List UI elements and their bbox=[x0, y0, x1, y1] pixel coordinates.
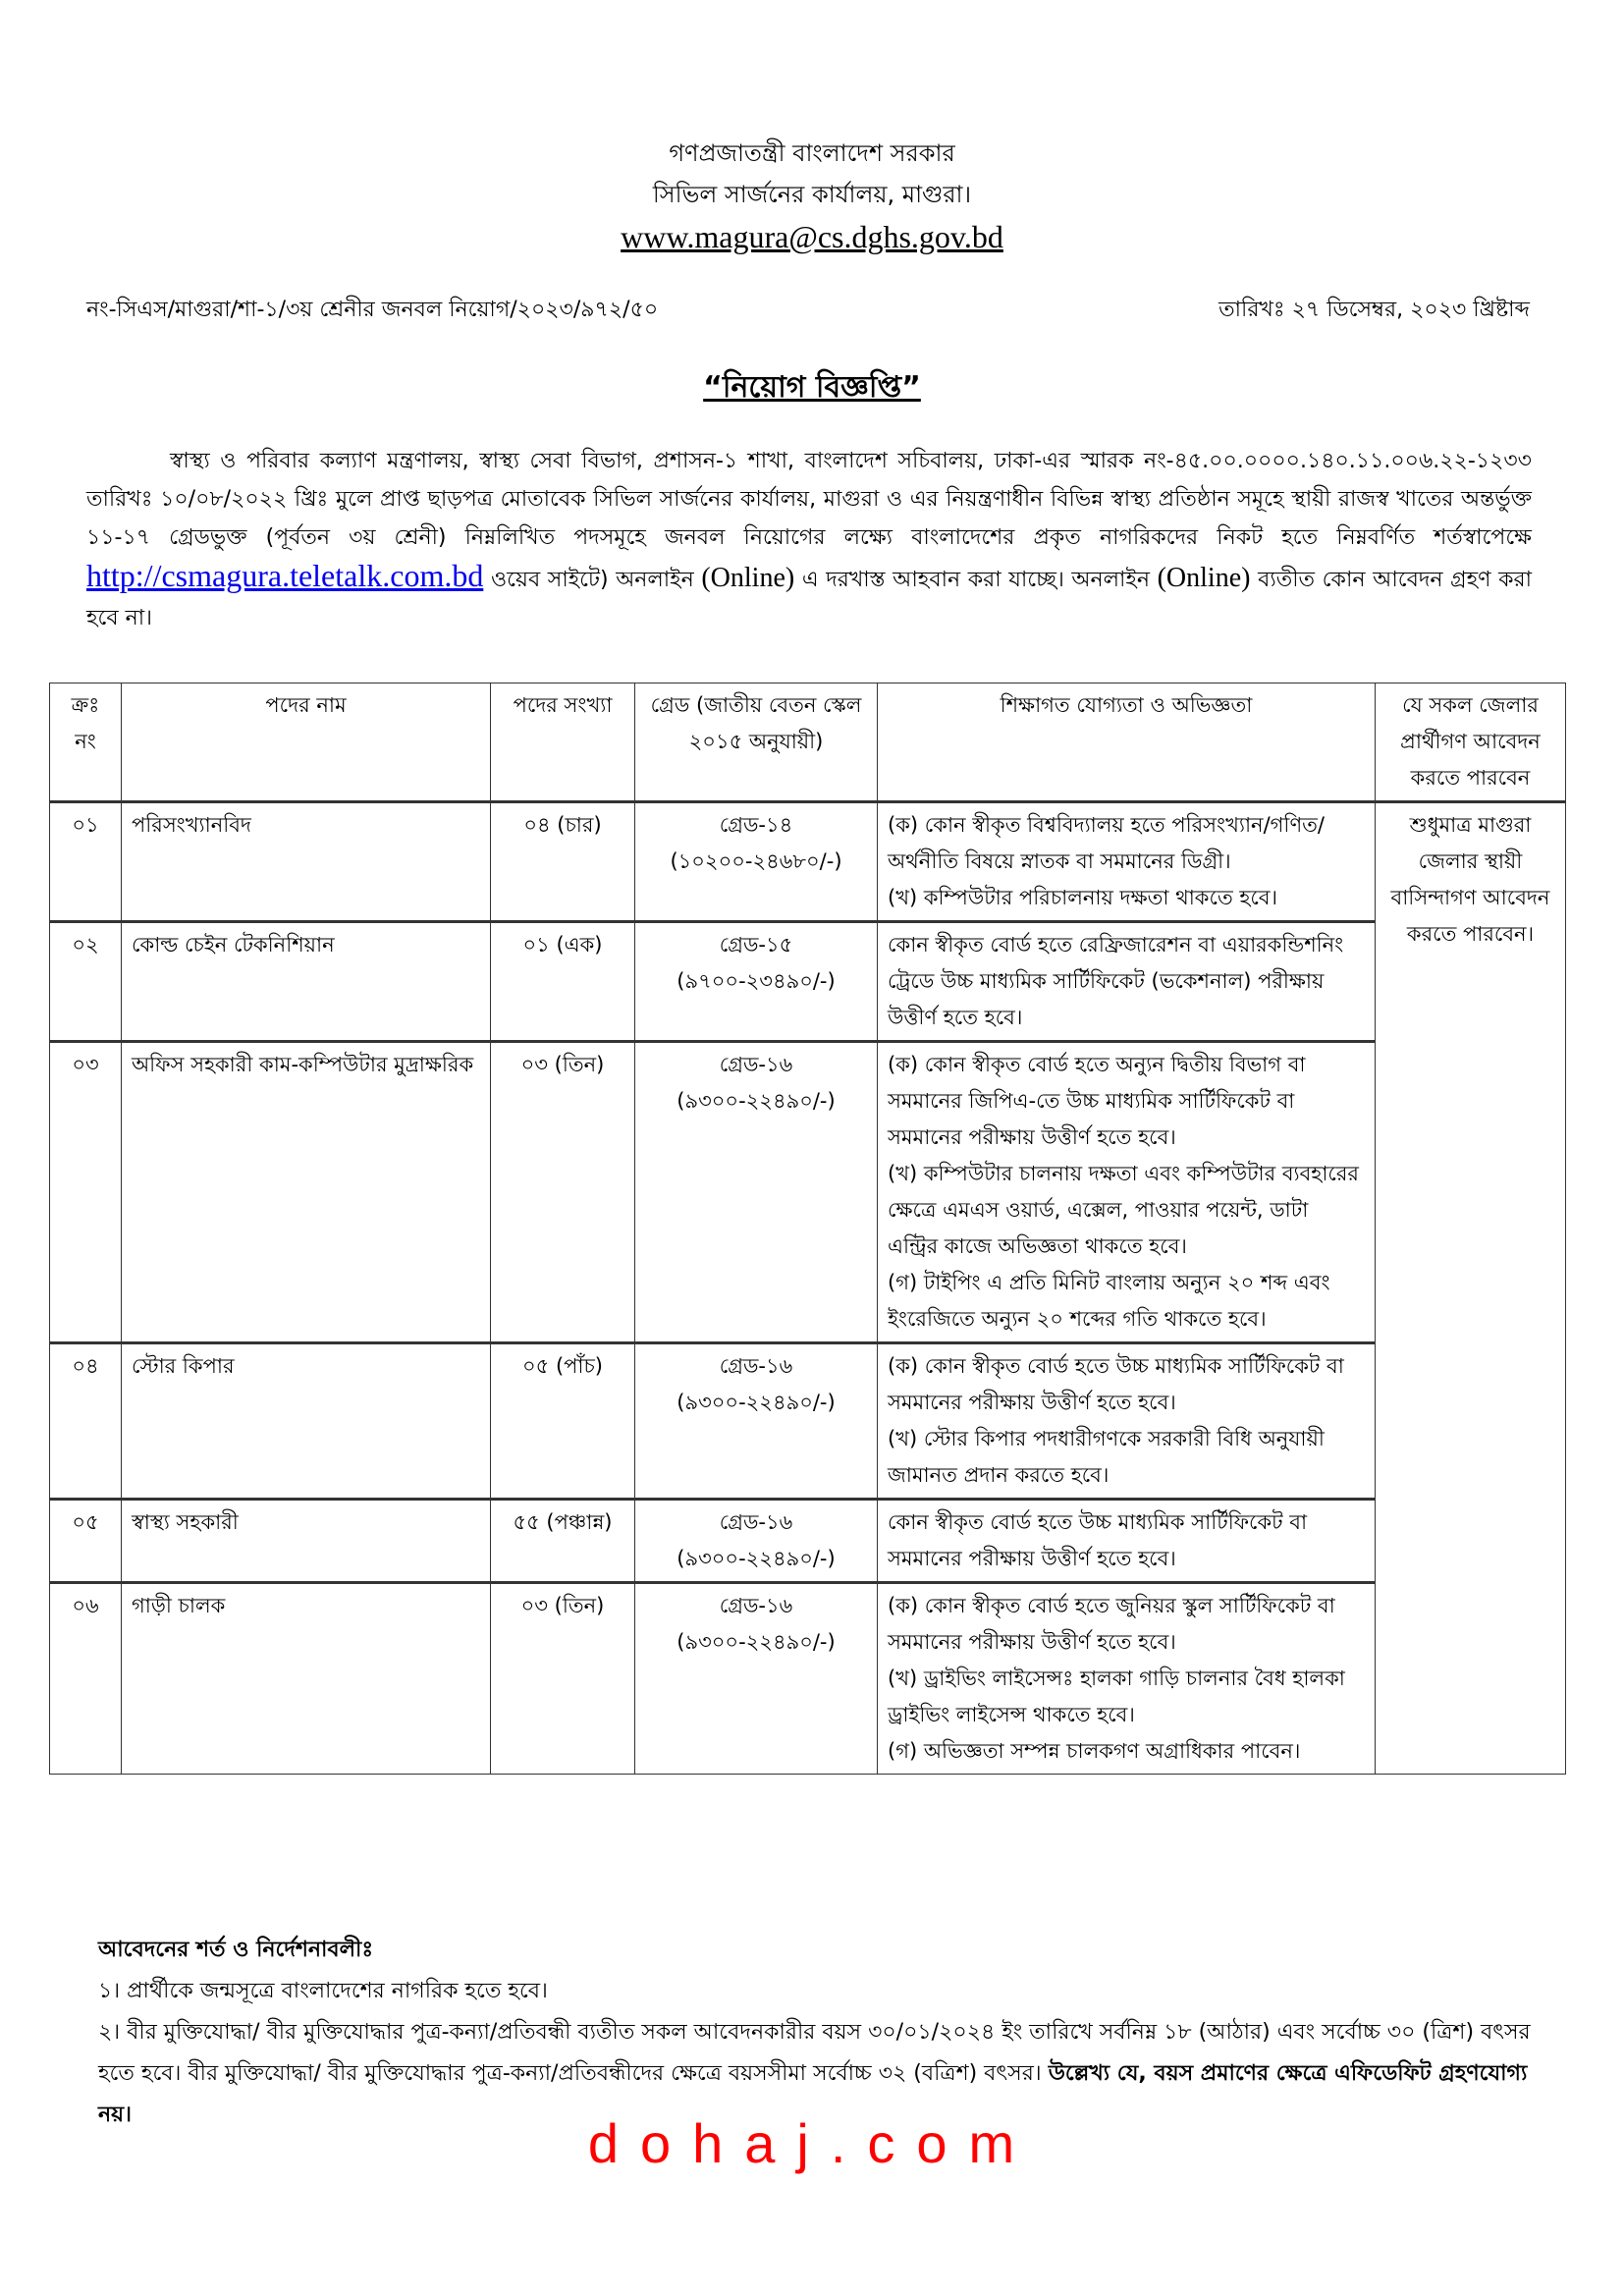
qualification-item: কোন স্বীকৃত বোর্ড হতে রেফ্রিজারেশন বা এয়ারকন্ডিশনিং ট্রেডে উচ্চ মাধ্যমিক সার্টিফিকেট (ভকেশনাল) পরীক্ষায় উত্তীর্ণ হতে হবে। bbox=[888, 933, 1344, 1029]
grade-cell bbox=[635, 1583, 878, 1775]
table-row bbox=[50, 1500, 1566, 1583]
table-row bbox=[50, 802, 1566, 922]
memo-number: নং-সিএস/মাগুরা/শা-১/৩য় শ্রেনীর জনবল নিয়োগ/২০২৩/৯৭২/৫০ bbox=[86, 298, 659, 322]
post-name-cell: গাড়ী চালক bbox=[122, 1583, 491, 1775]
eligible-districts-cell: শুধুমাত্র মাগুরা জেলার স্থায়ী বাসিন্দাগণ আবেদন করতে পারবেন। bbox=[1376, 802, 1566, 1775]
posts-table bbox=[49, 683, 1566, 1775]
pay-scale: (৯৩০০-২২৪৯০/-) bbox=[677, 1547, 836, 1570]
intro-paragraph: স্বাস্থ্য ও পরিবার কল্যাণ মন্ত্রণালয়, স্বাস্থ্য সেবা বিভাগ, প্রশাসন-১ শাখা, বাংলাদেশ সচিবালয়, ঢাকা-এর স্মারক নং-৪৫.০০.০০০০.১৪০.১১.০০৬.২২-১২৩৩ তারিখঃ ১০/০৮/২০২২ খ্রিঃ মুলে প্রাপ্ত ছাড়পত্র মোতাবেক সিভিল সার্জনের কার্যালয়, মাগুরা ও এর নিয়ন্ত্রণাধীন বিভিন্ন স্বাস্থ্য প্রতিষ্ঠান সমূহে স্থায়ী রাজস্ব খাতের অন্তর্ভুক্ত ১১-১৭ গ্রেডভুক্ত (পূর্বতন ৩য় শ্রেনী) নিম্নলিখিত পদসমূহে জনবল নিয়োগের লক্ষ্যে বাংলাদেশের প্রকৃত নাগরিকদের নিকট হতে নিম্নবর্ণিত শর্তস্বাপেক্ষে http://csmagura.teletalk.com.bd ওয়েব সাইটে) অনলাইন (Online) এ দরখাস্ত আহবান করা যাচ্ছে। অনলাইন (Online) ব্যতীত কোন আবেদন গ্রহণ করা হবে না। bbox=[86, 449, 1532, 630]
qualification-item: কোন স্বীকৃত বোর্ড হতে উচ্চ মাধ্যমিক সার্টিফিকেট বা সমমানের পরীক্ষায় উত্তীর্ণ হতে হবে। bbox=[888, 1510, 1308, 1570]
grade-label: গ্রেড-১৪ bbox=[719, 813, 793, 837]
pay-scale: (৯৭০০-২৩৪৯০/-) bbox=[677, 969, 836, 993]
government-name: গণপ্রজাতন্ত্রী বাংলাদেশ সরকার bbox=[669, 139, 955, 167]
conditions-heading: আবেদনের শর্ত ও নির্দেশনাবলীঃ bbox=[98, 1938, 374, 1962]
header-grade: গ্রেড (জাতীয় বেতন স্কেল ২০১৫ অনুযায়ী) bbox=[635, 683, 878, 802]
condition-item-1: ১। প্রার্থীকে জন্মসূত্রে বাংলাদেশের নাগরিক হতে হবে। bbox=[98, 1979, 548, 2003]
post-count-cell: ০৪ (চার) bbox=[491, 802, 635, 922]
serial-cell: ০১ bbox=[50, 802, 122, 922]
qualification-cell bbox=[878, 1583, 1376, 1775]
grade-cell bbox=[635, 1343, 878, 1500]
document-header bbox=[0, 133, 1624, 258]
application-conditions bbox=[98, 1930, 1532, 2136]
serial-cell: ০৬ bbox=[50, 1583, 122, 1775]
grade-label: গ্রেড-১৬ bbox=[719, 1053, 793, 1076]
serial-cell: ০২ bbox=[50, 922, 122, 1042]
serial-cell: ০৪ bbox=[50, 1343, 122, 1500]
post-name-cell: স্টোর কিপার bbox=[122, 1343, 491, 1500]
grade-cell bbox=[635, 1500, 878, 1583]
qualification-item: (খ) কম্পিউটার পরিচালনায় দক্ষতা থাকতে হবে। bbox=[888, 886, 1278, 909]
qualification-item: (ক) কোন স্বীকৃত বোর্ড হতে উচ্চ মাধ্যমিক সার্টিফিকেট বা সমমানের পরীক্ষায় উত্তীর্ণ হতে হবে। bbox=[888, 1354, 1344, 1414]
grade-label: গ্রেড-১৫ bbox=[719, 933, 793, 957]
qualification-item: (খ) ড্রাইভিং লাইসেন্সঃ হালকা গাড়ি চালনার বৈধ হালকা ড্রাইভিং লাইসেন্স থাকতে হবে। bbox=[888, 1667, 1345, 1726]
grade-label: গ্রেড-১৬ bbox=[719, 1510, 793, 1534]
post-count-cell: ৫৫ (পঞ্চান্ন) bbox=[491, 1500, 635, 1583]
qualification-item: (ক) কোন স্বীকৃত বোর্ড হতে অন্যুন দ্বিতীয় বিভাগ বা সমমানের জিপিএ-তে উচ্চ মাধ্যমিক সার্টিফিকেট বা সমমানের পরীক্ষায় উত্তীর্ণ হতে হবে। bbox=[888, 1053, 1306, 1149]
qualification-item: (খ) স্টোর কিপার পদধারীগণকে সরকারী বিধি অনুযায়ী জামানত প্রদান করতে হবে। bbox=[888, 1427, 1325, 1487]
pay-scale: (৯৩০০-২২৪৯০/-) bbox=[677, 1391, 836, 1414]
office-name: সিভিল সার্জনের কার্যালয়, মাগুরা। bbox=[652, 181, 972, 208]
grade-cell bbox=[635, 802, 878, 922]
header-post-count: পদের সংখ্যা bbox=[491, 683, 635, 802]
header-qualification: শিক্ষাগত যোগ্যতা ও অভিজ্ঞতা bbox=[878, 683, 1376, 802]
qualification-cell bbox=[878, 802, 1376, 922]
qualification-cell bbox=[878, 922, 1376, 1042]
notice-title: “নিয়োগ বিজ্ঞপ্তি” bbox=[703, 370, 921, 405]
post-name-cell: অফিস সহকারী কাম-কম্পিউটার মুদ্রাক্ষরিক bbox=[122, 1042, 491, 1343]
qualification-cell bbox=[878, 1343, 1376, 1500]
qualification-item: (ক) কোন স্বীকৃত বোর্ড হতে জুনিয়র স্কুল সার্টিফিকেট বা সমমানের পরীক্ষায় উত্তীর্ণ হতে হবে। bbox=[888, 1594, 1335, 1654]
grade-label: গ্রেড-১৬ bbox=[719, 1594, 793, 1617]
grade-cell bbox=[635, 922, 878, 1042]
qualification-item: (গ) টাইপিং এ প্রতি মিনিট বাংলায় অন্যুন ২০ শব্দ এবং ইংরেজিতে অন্যুন ২০ শব্দের গতি থাকতে হবে। bbox=[888, 1271, 1330, 1331]
post-count-cell: ০৩ (তিন) bbox=[491, 1042, 635, 1343]
table-row bbox=[50, 922, 1566, 1042]
table-row bbox=[50, 1343, 1566, 1500]
header-eligible-districts: যে সকল জেলার প্রার্থীগণ আবেদন করতে পারবেন bbox=[1376, 683, 1566, 802]
qualification-item: (গ) অভিজ্ঞতা সম্পন্ন চালকগণ অগ্রাধিকার পাবেন। bbox=[888, 1739, 1301, 1763]
qualification-cell bbox=[878, 1500, 1376, 1583]
header-serial: ক্রঃ নং bbox=[50, 683, 122, 802]
grade-cell bbox=[635, 1042, 878, 1343]
table-row bbox=[50, 1042, 1566, 1343]
watermark: dohaj.com bbox=[587, 2112, 1037, 2174]
post-count-cell: ০১ (এক) bbox=[491, 922, 635, 1042]
post-name-cell: স্বাস্থ্য সহকারী bbox=[122, 1500, 491, 1583]
pay-scale: (১০২০০-২৪৬৮০/-) bbox=[670, 849, 842, 873]
memo-date: তারিখঃ ২৭ ডিসেম্বর, ২০২৩ খ্রিষ্টাব্দ bbox=[1218, 298, 1530, 322]
qualification-item: (খ) কম্পিউটার চালনায় দক্ষতা এবং কম্পিউটার ব্যবহারের ক্ষেত্রে এমএস ওয়ার্ড, এক্সেল, পাওয়ার পয়েন্ট, ডাটা এন্ট্রির কাজে অভিজ্ঞতা থাকতে হবে। bbox=[888, 1162, 1359, 1258]
condition-item-2: ২। বীর মুক্তিযোদ্ধা/ বীর মুক্তিযোদ্ধার পুত্র-কন্যা/প্রতিবন্ধী ব্যতীত সকল আবেদনকারীর বয়স ৩০/০১/২০২৪ ইং তারিখে সর্বনিম্ন ১৮ (আঠার) এবং সর্বোচ্চ ৩০ (ত্রিশ) বৎসর হতে হবে। বীর মুক্তিযোদ্ধা/ বীর মুক্তিযোদ্ধার পুত্র-কন্যা/প্রতিবন্ধীদের ক্ষেত্রে বয়সসীমা সর্বোচ্চ ৩২ (বত্রিশ) বৎসর। উল্লেখ্য যে, বয়স প্রমাণের ক্ষেত্রে এফিডেফিট গ্রহণযোগ্য নয়। bbox=[98, 2020, 1531, 2127]
office-website[interactable]: www.magura@cs.dghs.gov.bd bbox=[621, 219, 1003, 254]
qualification-cell bbox=[878, 1042, 1376, 1343]
serial-cell: ০৫ bbox=[50, 1500, 122, 1583]
serial-cell: ০৩ bbox=[50, 1042, 122, 1343]
application-link[interactable]: http://csmagura.teletalk.com.bd bbox=[86, 558, 484, 593]
grade-label: গ্রেড-১৬ bbox=[719, 1354, 793, 1378]
post-count-cell: ০৫ (পাঁচ) bbox=[491, 1343, 635, 1500]
pay-scale: (৯৩০০-২২৪৯০/-) bbox=[677, 1630, 836, 1654]
table-header-row bbox=[50, 683, 1566, 802]
qualification-item: (ক) কোন স্বীকৃত বিশ্ববিদ্যালয় হতে পরিসংখ্যান/গণিত/অর্থনীতি বিষয়ে স্নাতক বা সমমানের ডিগ্রী। bbox=[888, 813, 1325, 873]
table-row bbox=[50, 1583, 1566, 1775]
post-count-cell: ০৩ (তিন) bbox=[491, 1583, 635, 1775]
post-name-cell: পরিসংখ্যানবিদ bbox=[122, 802, 491, 922]
post-name-cell: কোল্ড চেইন টেকনিশিয়ান bbox=[122, 922, 491, 1042]
header-post-name: পদের নাম bbox=[122, 683, 491, 802]
pay-scale: (৯৩০০-২২৪৯০/-) bbox=[677, 1089, 836, 1113]
